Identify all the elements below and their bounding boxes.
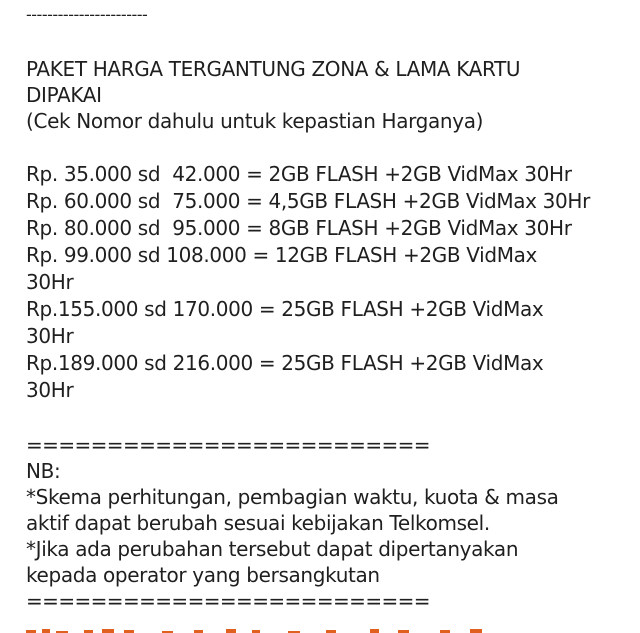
glyph-top — [470, 629, 482, 633]
top-dash-rule: ----------------------- — [26, 5, 148, 24]
spacer — [26, 28, 626, 56]
equals-rule: ========================= — [26, 589, 430, 613]
price-line-wrap: 30Hr — [26, 270, 74, 294]
price-line-wrap: 30Hr — [26, 378, 74, 402]
cut-off-text-line — [26, 620, 496, 633]
heading-line-1: PAKET HARGA TERGANTUNG ZONA & LAMA KARTU — [26, 57, 521, 81]
price-line: Rp. 35.000 sd 42.000 = 2GB FLASH +2GB VidMax 30Hr — [26, 162, 572, 186]
price-line: Rp.189.000 sd 216.000 = 25GB FLASH +2GB VidMax — [26, 351, 544, 375]
spacer — [26, 404, 626, 432]
description-document — [26, 0, 626, 614]
equals-rule: ========================= — [26, 433, 430, 457]
nb-line: *Skema perhitungan, pembagian waktu, kuota & masa — [26, 485, 559, 509]
price-line: Rp. 80.000 sd 95.000 = 8GB FLASH +2GB VidMax 30Hr — [26, 216, 572, 240]
spacer — [26, 134, 626, 161]
glyph-top — [42, 629, 50, 633]
cut-off-text-glyph-tops — [26, 620, 496, 633]
nb-label: NB: — [26, 459, 61, 483]
nb-line: aktif dapat berubah sesuai kebijakan Telkomsel. — [26, 511, 490, 535]
glyph-top — [226, 629, 236, 633]
nb-line: *Jika ada perubahan tersebut dapat dipertanyakan — [26, 537, 519, 561]
glyph-top — [102, 629, 114, 633]
price-line: Rp. 60.000 sd 75.000 = 4,5GB FLASH +2GB VidMax 30Hr — [26, 189, 590, 213]
price-line: Rp.155.000 sd 170.000 = 25GB FLASH +2GB VidMax — [26, 297, 544, 321]
price-line: Rp. 99.000 sd 108.000 = 12GB FLASH +2GB VidMax — [26, 243, 538, 267]
heading-line-2: DIPAKAI — [26, 83, 102, 107]
nb-line: kepada operator yang bersangkutan — [26, 563, 380, 587]
price-line-wrap: 30Hr — [26, 324, 74, 348]
glyph-top — [370, 629, 379, 633]
heading-note: (Cek Nomor dahulu untuk kepastian Harganya) — [26, 109, 484, 133]
